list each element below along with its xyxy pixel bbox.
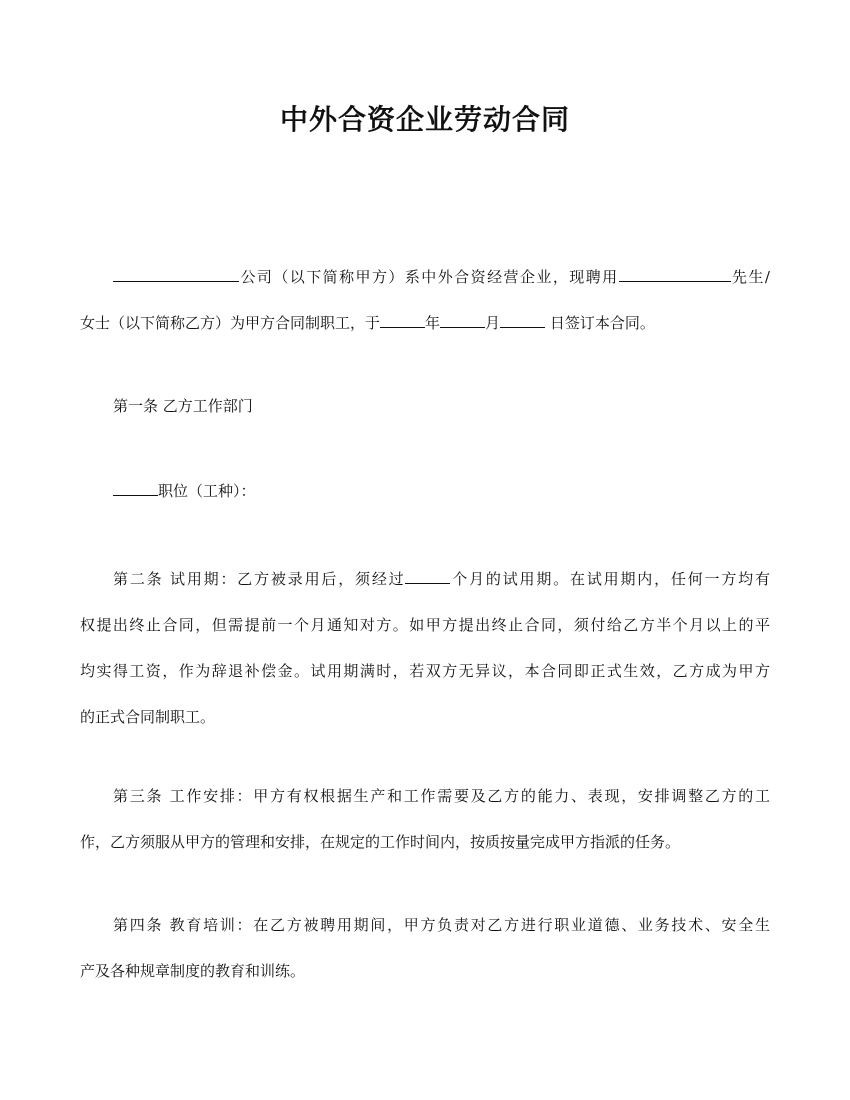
- intro-line-1: [80, 254, 770, 300]
- article-2-line-2: 权提出终止合同，但需提前一个月通知对方。如甲方提出终止合同，须付给乙方半个月以上的平: [80, 616, 770, 634]
- document-title: 中外合资企业劳动合同: [279, 103, 570, 136]
- article-3-line-1: 第三条 工作安排：甲方有权根据生产和工作需要及乙方的能力、表现，安排调整乙方的工: [113, 787, 770, 805]
- article-2: [80, 556, 770, 740]
- position-line: [80, 468, 770, 514]
- employee-name-blank: [619, 265, 731, 282]
- month-label: 月: [485, 314, 501, 332]
- article-2-text-2: 个月的试用期。在试用期内，任何一方均有: [450, 570, 770, 588]
- month-blank: [440, 311, 485, 328]
- intro-text-3: 女士（以下简称乙方）为甲方合同制职工，于: [80, 314, 381, 332]
- intro-text-2: 先生/: [730, 268, 770, 286]
- article-2-line-3: 均实得工资，作为辞退补偿金。试用期满时，若双方无异议，本合同即正式生效，乙方成为甲方: [80, 662, 770, 680]
- article-1: [80, 383, 770, 429]
- article-1-heading: 第一条 乙方工作部门: [113, 397, 253, 415]
- article-4: [80, 902, 770, 994]
- position-label: 职位（工种）：: [158, 482, 256, 500]
- intro-paragraph: [80, 254, 770, 346]
- article-3: [80, 773, 770, 865]
- article-4-line-2: 产及各种规章制度的教育和训练。: [80, 962, 306, 980]
- intro-line-2: [80, 300, 770, 346]
- position-blank: [113, 479, 158, 496]
- year-label: 年: [425, 314, 441, 332]
- probation-months-blank: [405, 567, 450, 584]
- article-2-line-1: [80, 556, 770, 602]
- company-name-blank: [113, 265, 239, 282]
- year-blank: [380, 311, 425, 328]
- intro-text-4: 日签订本合同。: [545, 314, 655, 332]
- article-4-line-1: 第四条 教育培训：在乙方被聘用期间，甲方负责对乙方进行职业道德、业务技术、安全生: [113, 916, 770, 934]
- position-line-content: [80, 468, 770, 514]
- intro-text-1: 公司（以下简称甲方）系中外合资经营企业，现聘用: [239, 268, 619, 286]
- article-2-line-4: 的正式合同制职工。: [80, 708, 216, 726]
- article-2-text-1: 第二条 试用期：乙方被录用后，须经过: [113, 570, 406, 588]
- day-blank: [500, 311, 545, 328]
- article-3-line-2: 作，乙方须服从甲方的管理和安排，在规定的工作时间内，按质按量完成甲方指派的任务。: [80, 833, 681, 851]
